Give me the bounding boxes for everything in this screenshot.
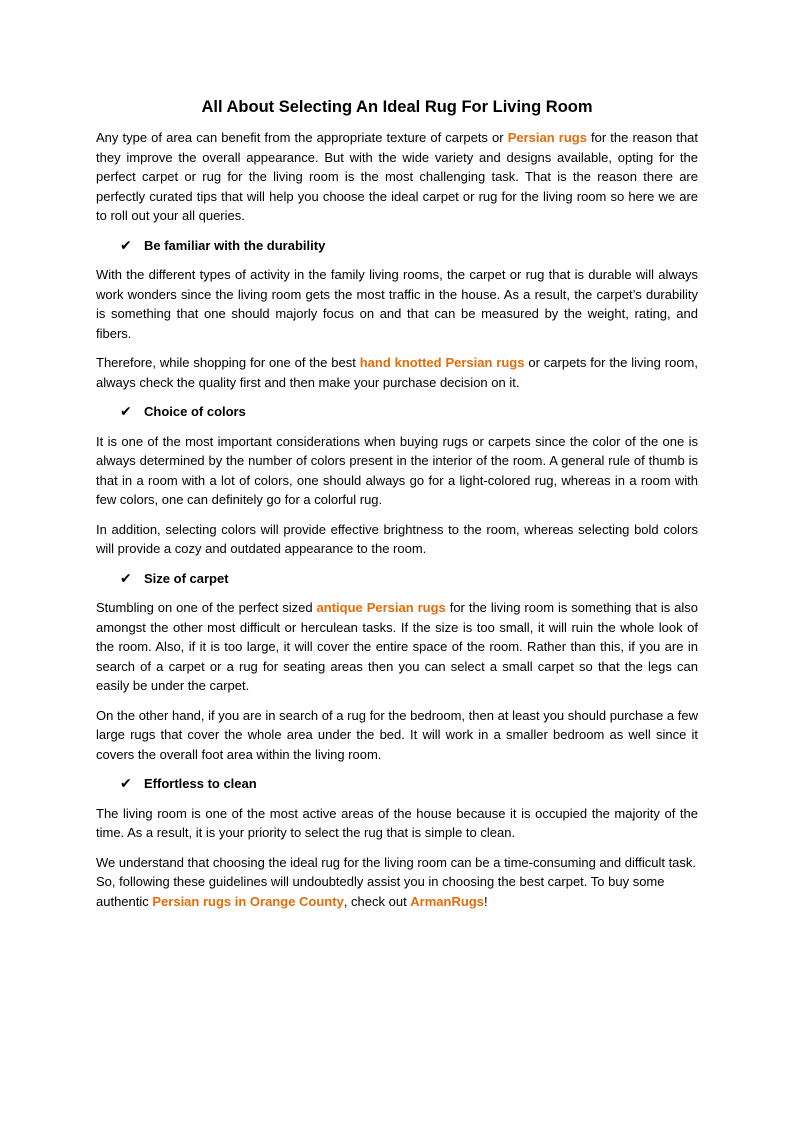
closing-paragraph — [96, 853, 698, 912]
checkmark-icon: ✔ — [120, 569, 132, 586]
intro-text-1: Any type of area can benefit from the appropriate texture of carpets or — [96, 130, 508, 145]
heading-size-label: Size of carpet — [144, 570, 229, 586]
quality-text-1: Therefore, while shopping for one of the best — [96, 355, 360, 370]
heading-durability-label: Be familiar with the durability — [144, 237, 326, 253]
clean-paragraph: The living room is one of the most active areas of the house because it is occupied the majority of the time. As a result, it is your priority to select the rug that is simple to clean. — [96, 805, 698, 840]
heading-durability — [96, 236, 698, 256]
closing-text-2: , check out — [343, 893, 411, 909]
brightness-paragraph: In addition, selecting colors will provide effective brightness to the room, whereas selecting bold colors will provide a cozy and outdated appearance to the room. — [96, 521, 698, 556]
durability-paragraph: With the different types of activity in the family living rooms, the carpet or rug that is durable will always work wonders since the living room gets the most traffic in the house. As a result, the carpet’s durability is something that one should majorly focus on and that can be measured by the weight, rating, and fibers. — [96, 267, 698, 341]
intro-paragraph — [96, 128, 698, 226]
size-text-1: Stumbling on one of the perfect sized — [96, 600, 317, 615]
antique-persian-rugs-link[interactable]: antique Persian rugs — [316, 600, 446, 615]
orange-county-link[interactable]: Persian rugs in Orange County — [152, 893, 344, 909]
heading-colors — [96, 402, 698, 422]
size-text-2: for the living room is something that is also amongst the other most difficult or herculean tasks. If the size is too small, it will ruin the whole look of the room. Also, if it is too large, it will cover the entire space of the room. Rather than this, if you are in search of a carpet or a rug for seating areas then you can select a small carpet so that the legs can easily be under the carpet. — [96, 600, 698, 693]
hand-knotted-persian-rugs-link[interactable]: hand knotted Persian rugs — [359, 355, 525, 370]
quality-text-2: or carpets for the living room, always check the quality first and then make your purchase decision on it. — [96, 355, 698, 390]
bedroom-paragraph: On the other hand, if you are in search of a rug for the bedroom, then at least you should purchase a few large rugs that cover the whole area under the bed. It will work in a smaller bedroom as well since it covers the overall foot area within the living room. — [96, 707, 698, 762]
heading-colors-label: Choice of colors — [144, 404, 246, 419]
colors-paragraph: It is one of the most important considerations when buying rugs or carpets since the color of the one is always determined by the number of colors present in the interior of the room. A general rule of thumb is that in a room with a lot of colors, one should always go for a light-colored rug, whereas in a room with few colors, one can definitely go for a colorful rug. — [96, 433, 698, 507]
intro-text-2: for the reason that they improve the overall appearance. But with the wide variety and designs available, opting for the perfect carpet or rug for the living room is the most challenging task. That is the reason there are perfectly curated tips that will help you choose the ideal carpet or rug for the living room so here we are to roll out your all queries. — [96, 130, 698, 223]
armanrugs-link[interactable]: ArmanRugs — [410, 893, 484, 909]
checkmark-icon: ✔ — [120, 236, 132, 253]
heading-size — [96, 569, 698, 589]
quality-paragraph — [96, 353, 698, 392]
closing-text-1: We understand that choosing the ideal rug for the living room can be a time-consuming and difficult task. So, following these guidelines will undoubtedly assist you in choosing the best carpet. To buy some authentic — [96, 854, 697, 909]
size-paragraph — [96, 598, 698, 696]
checkmark-icon: ✔ — [120, 775, 132, 791]
heading-clean — [96, 774, 698, 794]
checkmark-icon: ✔ — [120, 403, 132, 419]
document-title: All About Selecting An Ideal Rug For Living Room — [201, 98, 593, 116]
closing-text-3: ! — [483, 893, 488, 909]
persian-rugs-link[interactable]: Persian rugs — [507, 130, 587, 145]
heading-clean-label: Effortless to clean — [144, 776, 257, 791]
